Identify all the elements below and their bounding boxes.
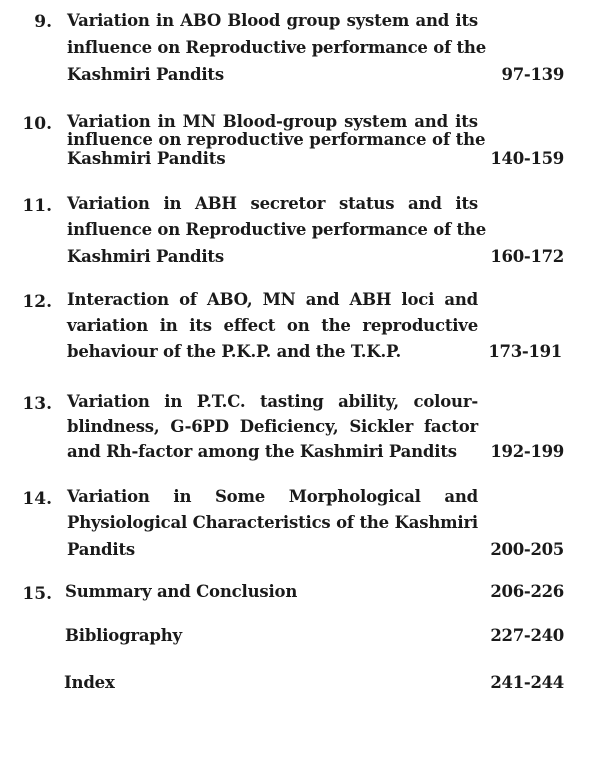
- page-range: 140-159: [490, 149, 564, 168]
- chapter-number: 14.: [22, 489, 52, 509]
- chapter-title-line: Variation in MN Blood-group system and its: [67, 112, 478, 131]
- section-title: Bibliography: [65, 626, 182, 645]
- chapter-title-line: behaviour of the P.K.P. and the T.K.P.: [67, 342, 402, 361]
- chapter-title-line: Variation in P.T.C. tasting ability, colour-: [67, 392, 478, 411]
- chapter-number: 10.: [22, 114, 52, 134]
- page-range: 160-172: [490, 247, 564, 266]
- page-range: 192-199: [490, 442, 564, 461]
- page-range: 200-205: [490, 540, 564, 559]
- page-range: 97-139: [501, 65, 564, 84]
- chapter-title-line: influence on reproductive performance of the: [67, 130, 486, 149]
- page-range: 173-191: [488, 342, 562, 361]
- page-range: 241-244: [490, 673, 564, 692]
- chapter-title-line: influence on Reproductive performance of the: [67, 38, 487, 57]
- chapter-title-line: influence on Reproductive performance of the: [67, 220, 487, 239]
- chapter-title-line: blindness, G-6PD Deficiency, Sickler factor: [67, 417, 478, 436]
- chapter-title-line: Pandits: [67, 540, 135, 559]
- page-range: 206-226: [490, 582, 564, 601]
- chapter-title-line: Interaction of ABO, MN and ABH loci and: [67, 290, 478, 309]
- chapter-number: 13.: [22, 394, 52, 414]
- chapter-title-line: Variation in ABO Blood group system and its: [67, 11, 478, 30]
- chapter-number: 11.: [22, 196, 52, 216]
- chapter-title-line: Kashmiri Pandits: [67, 149, 226, 168]
- chapter-title-line: Kashmiri Pandits: [67, 247, 224, 266]
- section-title: Index: [64, 673, 115, 692]
- chapter-number: 9.: [34, 12, 52, 32]
- chapter-number: 15.: [22, 584, 52, 604]
- chapter-title-line: variation in its effect on the reproductive: [67, 316, 478, 335]
- chapter-number: 12.: [22, 292, 52, 312]
- chapter-title-line: Summary and Conclusion: [65, 582, 298, 601]
- chapter-title-line: Variation in Some Morphological and: [67, 487, 478, 506]
- chapter-title-line: Kashmiri Pandits: [67, 65, 224, 84]
- chapter-title-line: Physiological Characteristics of the Kashmiri: [67, 513, 478, 532]
- chapter-title-line: Variation in ABH secretor status and its: [67, 194, 478, 213]
- chapter-title-line: and Rh-factor among the Kashmiri Pandits: [67, 442, 457, 461]
- page-range: 227-240: [490, 626, 564, 645]
